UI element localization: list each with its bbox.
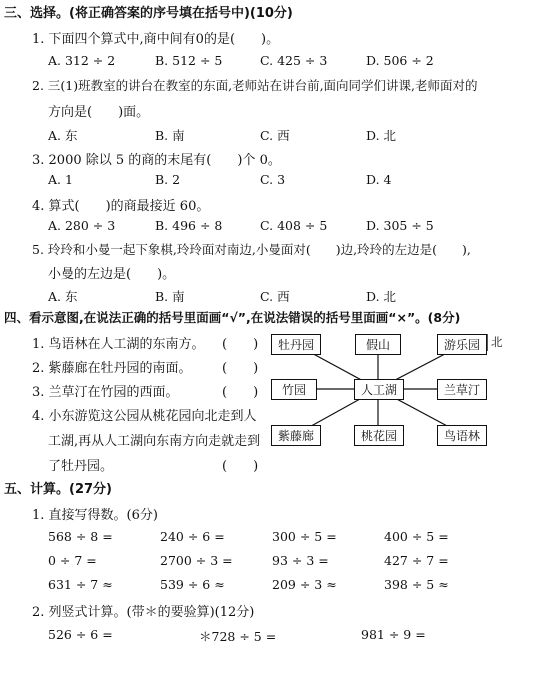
q2-option-c: C. 西 <box>260 128 290 143</box>
map-place-ziteng: 紫藤廊 <box>271 425 321 446</box>
calc-r2-c2: 2700 ÷ 3 = <box>160 553 233 568</box>
q2-option-b: B. 南 <box>155 128 185 143</box>
map-place-jiashan: 假山 <box>355 334 401 355</box>
q2-option-d: D. 北 <box>366 128 397 143</box>
q2-option-a: A. 东 <box>48 128 78 143</box>
section-3-title: 三、选择。(将正确答案的序号填在括号中)(10分) <box>4 6 293 21</box>
map-place-mudan: 牡丹园 <box>271 334 321 355</box>
vertical-calc-2: ＊728 ÷ 5 = <box>199 629 277 644</box>
q4-option-d: D. 305 ÷ 5 <box>366 218 434 233</box>
s4-item1-paren[interactable]: ( ) <box>222 337 259 352</box>
s4-item4-paren[interactable]: ( ) <box>222 459 259 474</box>
q3-stem: 3. 2000 除以 5 的商的末尾有( )个 0。 <box>32 153 281 168</box>
s4-item1-text: 1. 鸟语林在人工湖的东南方。 <box>32 337 205 352</box>
q4-option-b: B. 496 ÷ 8 <box>155 218 223 233</box>
calc-r1-c4: 400 ÷ 5 = <box>384 529 449 544</box>
calc-r3-c1: 631 ÷ 7 ≈ <box>48 577 113 592</box>
map-place-rengong: 人工湖 <box>354 379 404 400</box>
q5-stem-line1: 5. 玲玲和小曼一起下象棋,玲玲面对南边,小曼面对( )边,玲玲的左边是( ), <box>32 242 471 257</box>
s5-sub2-title: 2. 列竖式计算。(带＊的要验算)(12分) <box>32 605 255 620</box>
s4-item2-paren[interactable]: ( ) <box>222 361 259 376</box>
q3-option-d: D. 4 <box>366 172 392 187</box>
calc-r3-c2: 539 ÷ 6 ≈ <box>160 577 225 592</box>
s4-item2-text: 2. 紫藤廊在牡丹园的南面。 <box>32 361 192 376</box>
q2-stem-line2: 方向是( )面。 <box>48 105 150 120</box>
q1-option-c: C. 425 ÷ 3 <box>260 53 328 68</box>
section-4-title: 四、看示意图,在说法正确的括号里面画“√”,在说法错误的括号里面画“×”。(8分) <box>4 310 461 325</box>
map-place-taohua: 桃花园 <box>354 425 404 446</box>
s5-sub1-title: 1. 直接写得数。(6分) <box>32 508 158 523</box>
s4-item4-line2: 工湖,再从人工湖向东南方向走就走到 <box>48 434 261 449</box>
q5-option-a: A. 东 <box>48 289 78 304</box>
q3-option-c: C. 3 <box>260 172 286 187</box>
map-north-label: 北 <box>491 335 503 349</box>
map-place-lancao: 兰草汀 <box>437 379 487 400</box>
q5-option-d: D. 北 <box>366 289 397 304</box>
calc-r1-c2: 240 ÷ 6 = <box>160 529 225 544</box>
calc-r2-c4: 427 ÷ 7 = <box>384 553 449 568</box>
calc-r2-c3: 93 ÷ 3 = <box>272 553 329 568</box>
q1-option-d: D. 506 ÷ 2 <box>366 53 434 68</box>
q4-option-a: A. 280 ÷ 3 <box>48 218 116 233</box>
calc-r2-c1: 0 ÷ 7 = <box>48 553 97 568</box>
q4-stem: 4. 算式( )的商最接近 60。 <box>32 199 210 214</box>
map-place-youle: 游乐园 <box>437 334 487 355</box>
q5-stem-line2: 小曼的左边是( )。 <box>48 267 176 282</box>
map-place-niaoyu: 鸟语林 <box>437 425 487 446</box>
s4-item4-line1: 4. 小东游览这公园从桃花园向北走到人 <box>32 409 257 424</box>
vertical-calc-1: 526 ÷ 6 = <box>48 627 113 642</box>
s4-item3-paren[interactable]: ( ) <box>222 385 259 400</box>
calc-r3-c4: 398 ÷ 5 ≈ <box>384 577 449 592</box>
section-5-title: 五、计算。(27分) <box>4 482 112 497</box>
s4-item3-text: 3. 兰草汀在竹园的西面。 <box>32 385 179 400</box>
q1-option-a: A. 312 ÷ 2 <box>48 53 116 68</box>
q5-option-c: C. 西 <box>260 289 290 304</box>
q3-option-b: B. 2 <box>155 172 181 187</box>
vertical-calc-3: 981 ÷ 9 = <box>361 627 426 642</box>
q5-option-b: B. 南 <box>155 289 185 304</box>
q4-option-c: C. 408 ÷ 5 <box>260 218 328 233</box>
calc-r3-c3: 209 ÷ 3 ≈ <box>272 577 337 592</box>
map-place-zhuyuan: 竹园 <box>271 379 317 400</box>
calc-r1-c1: 568 ÷ 8 = <box>48 529 113 544</box>
q2-stem-line1: 2. 三(1)班教室的讲台在教室的东面,老师站在讲台前,面向同学们讲课,老师面对的 <box>32 78 478 93</box>
q3-option-a: A. 1 <box>48 172 73 187</box>
q1-stem: 1. 下面四个算式中,商中间有0的是( )。 <box>32 32 280 47</box>
s4-item4-line3: 了牡丹园。 <box>48 459 114 474</box>
q1-option-b: B. 512 ÷ 5 <box>155 53 223 68</box>
calc-r1-c3: 300 ÷ 5 = <box>272 529 337 544</box>
